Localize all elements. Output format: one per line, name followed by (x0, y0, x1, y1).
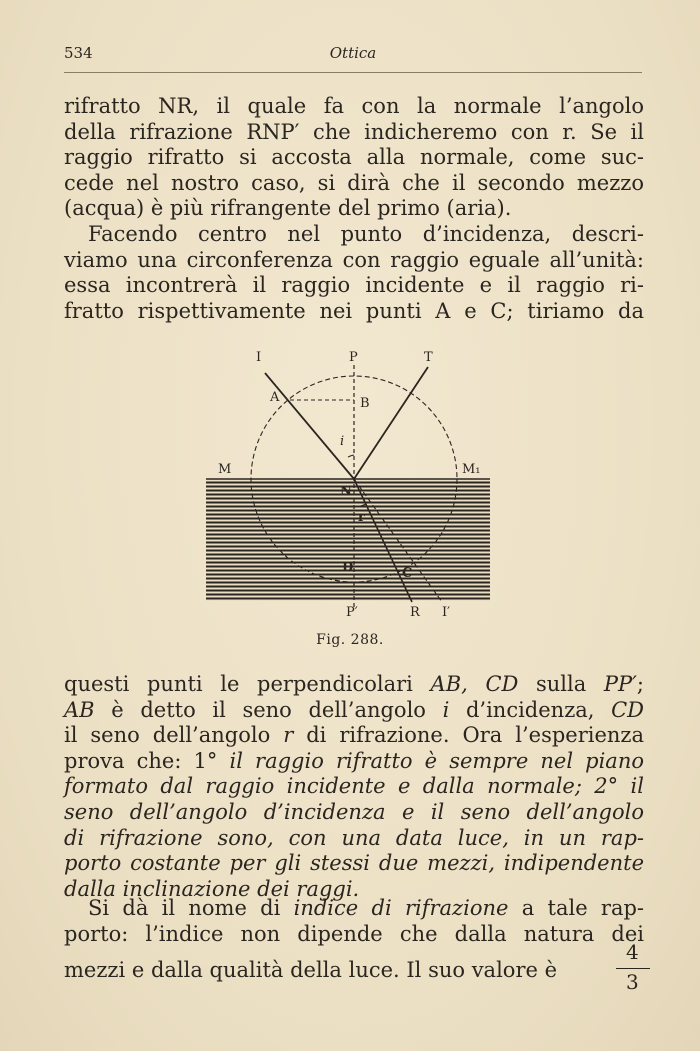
label-c: C (402, 566, 413, 581)
reflected-ray (354, 367, 428, 479)
text-line: prova che: 1° il raggio rifratto è sempre nel piano (64, 748, 644, 773)
text-line: Facendo centro nel punto d’incidenza, descri- (88, 222, 644, 246)
figure-caption: Fig. 288. (316, 632, 384, 648)
running-title: Ottica (329, 44, 377, 62)
text-line: essa incontrerà il raggio incidente e il raggio ri- (64, 273, 644, 298)
paragraph-4 (64, 896, 644, 947)
label-r: R (410, 605, 420, 620)
fraction-bar (616, 968, 650, 969)
page-number: 534 (64, 44, 93, 62)
label-a: A (270, 390, 280, 405)
label-d: D (342, 560, 354, 575)
label-p-prime: P′ (346, 605, 358, 620)
text-line: raggio rifratto si accosta alla normale, come suc- (64, 145, 644, 170)
paragraph-2 (64, 222, 644, 324)
label-n: N (340, 484, 352, 499)
fraction-denominator: 3 (626, 970, 639, 994)
label-m1: M₁ (462, 462, 481, 477)
text-line: porto: l’indice non dipende che dalla natura dei (64, 921, 644, 946)
text-line: di rifrazione sono, con una data luce, in un rap- (64, 825, 644, 850)
header-rule (64, 72, 642, 73)
refraction-diagram (200, 345, 490, 630)
label-m: M (218, 462, 232, 477)
label-t: T (424, 350, 433, 365)
angle-i-arc (348, 455, 354, 457)
text-line: della rifrazione RNP′ che indicheremo con r. Se il (64, 119, 644, 144)
text-line: viamo una circonferenza con raggio eguale all’unità: (64, 247, 644, 272)
paragraph-3 (64, 672, 644, 902)
paragraph-4-last-line (64, 958, 604, 984)
label-p: P (349, 350, 358, 365)
fraction-numerator: 4 (626, 940, 639, 964)
page-header (64, 42, 642, 66)
incident-ray (265, 373, 354, 479)
text-line: formato dal raggio incidente e dalla normale; 2° il (64, 774, 644, 799)
text-line: fratto rispettivamente nei punti A e C; tiriamo da (64, 298, 644, 323)
text-line: porto costante per gli stessi due mezzi, indipendente (64, 851, 644, 876)
text-line: (acqua) è più rifrangente del primo (aria). (64, 196, 512, 221)
label-angle-i: i (340, 434, 345, 449)
text-line: cede nel nostro caso, si dirà che il secondo mezzo (64, 170, 644, 195)
text-line: il seno dell’angolo r di rifrazione. Ora l’esperienza (64, 723, 645, 748)
label-angle-r: r (358, 510, 365, 525)
text-line: rifratto NR, il quale fa con la normale l’angolo (64, 94, 644, 118)
text-line: AB è detto il seno dell’angolo i d’incidenza, CD (64, 697, 645, 722)
paragraph-1 (64, 94, 644, 222)
text-line: questi punti le perpendicolari AB, CD sulla PP′; (64, 672, 644, 696)
label-b: B (360, 396, 370, 411)
text-line: seno dell’angolo d’incidenza e il seno dell’angolo (64, 799, 644, 824)
text-line: dalla inclinazione dei raggi. (64, 876, 360, 901)
label-i-prime: I′ (442, 605, 451, 620)
label-i-ray: I (256, 350, 262, 365)
text-line: Si dà il nome di indice di rifrazione a tale rap- (88, 896, 645, 920)
text-line: mezzi e dalla qualità della luce. Il suo valore è (64, 958, 558, 982)
